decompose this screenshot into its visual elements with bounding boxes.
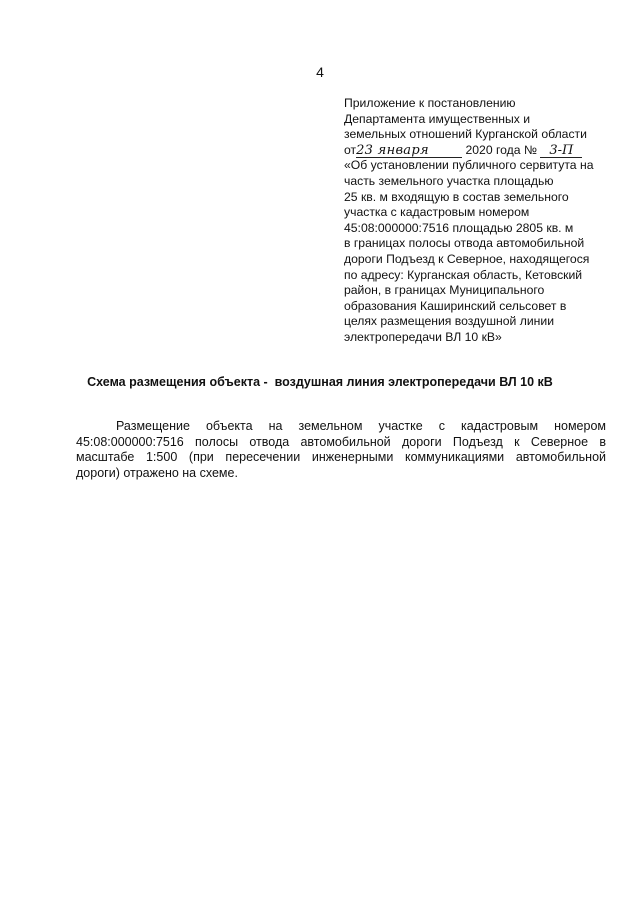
body-paragraph <box>76 419 606 481</box>
handwritten-date: 23 января <box>356 144 462 158</box>
date-prefix: от <box>344 142 357 157</box>
date-year: 2020 года № <box>462 142 541 157</box>
handwritten-number: 3-П <box>540 144 582 158</box>
appendix-line: район, в границах Муниципального <box>344 283 545 298</box>
appendix-line: в границах полосы отвода автомобильной <box>344 236 585 251</box>
page-number: 4 <box>316 64 324 80</box>
appendix-block <box>344 96 614 346</box>
paragraph-line: 45:08:000000:7516 полосы отвода автомобильной дороги Подъезд к Северное в <box>76 434 606 449</box>
appendix-line: образования Каширинский сельсовет в <box>344 298 567 313</box>
appendix-line: Департамента имущественных и <box>344 111 531 126</box>
appendix-line: 25 кв. м входящую в состав земельного <box>344 189 569 204</box>
appendix-date-line <box>344 143 614 159</box>
appendix-line: целях размещения воздушной линии <box>344 314 555 329</box>
paragraph-line: Размещение объекта на земельном участке с кадастровым номером <box>116 419 606 433</box>
appendix-line: участка с кадастровым номером <box>344 205 530 220</box>
document-title: Схема размещения объекта - воздушная линия электропередачи ВЛ 10 кВ <box>87 375 553 389</box>
appendix-line: земельных отношений Курганской области <box>344 127 587 142</box>
appendix-line: по адресу: Курганская область, Кетовский <box>344 267 583 282</box>
appendix-line: дороги Подъезд к Северное, находящегося <box>344 251 590 266</box>
appendix-line: 45:08:000000:7516 площадью 2805 кв. м <box>344 220 574 235</box>
paragraph-line: масштабе 1:500 (при пересечении инженерными коммуникациями автомобильной <box>76 450 606 465</box>
appendix-line: Приложение к постановлению <box>344 96 516 110</box>
appendix-line: электропередачи ВЛ 10 кВ» <box>344 329 502 344</box>
appendix-line: часть земельного участка площадью <box>344 173 554 188</box>
appendix-line: «Об установлении публичного сервитута на <box>344 158 594 173</box>
paragraph-line: дороги) отражено на схеме. <box>76 465 238 480</box>
